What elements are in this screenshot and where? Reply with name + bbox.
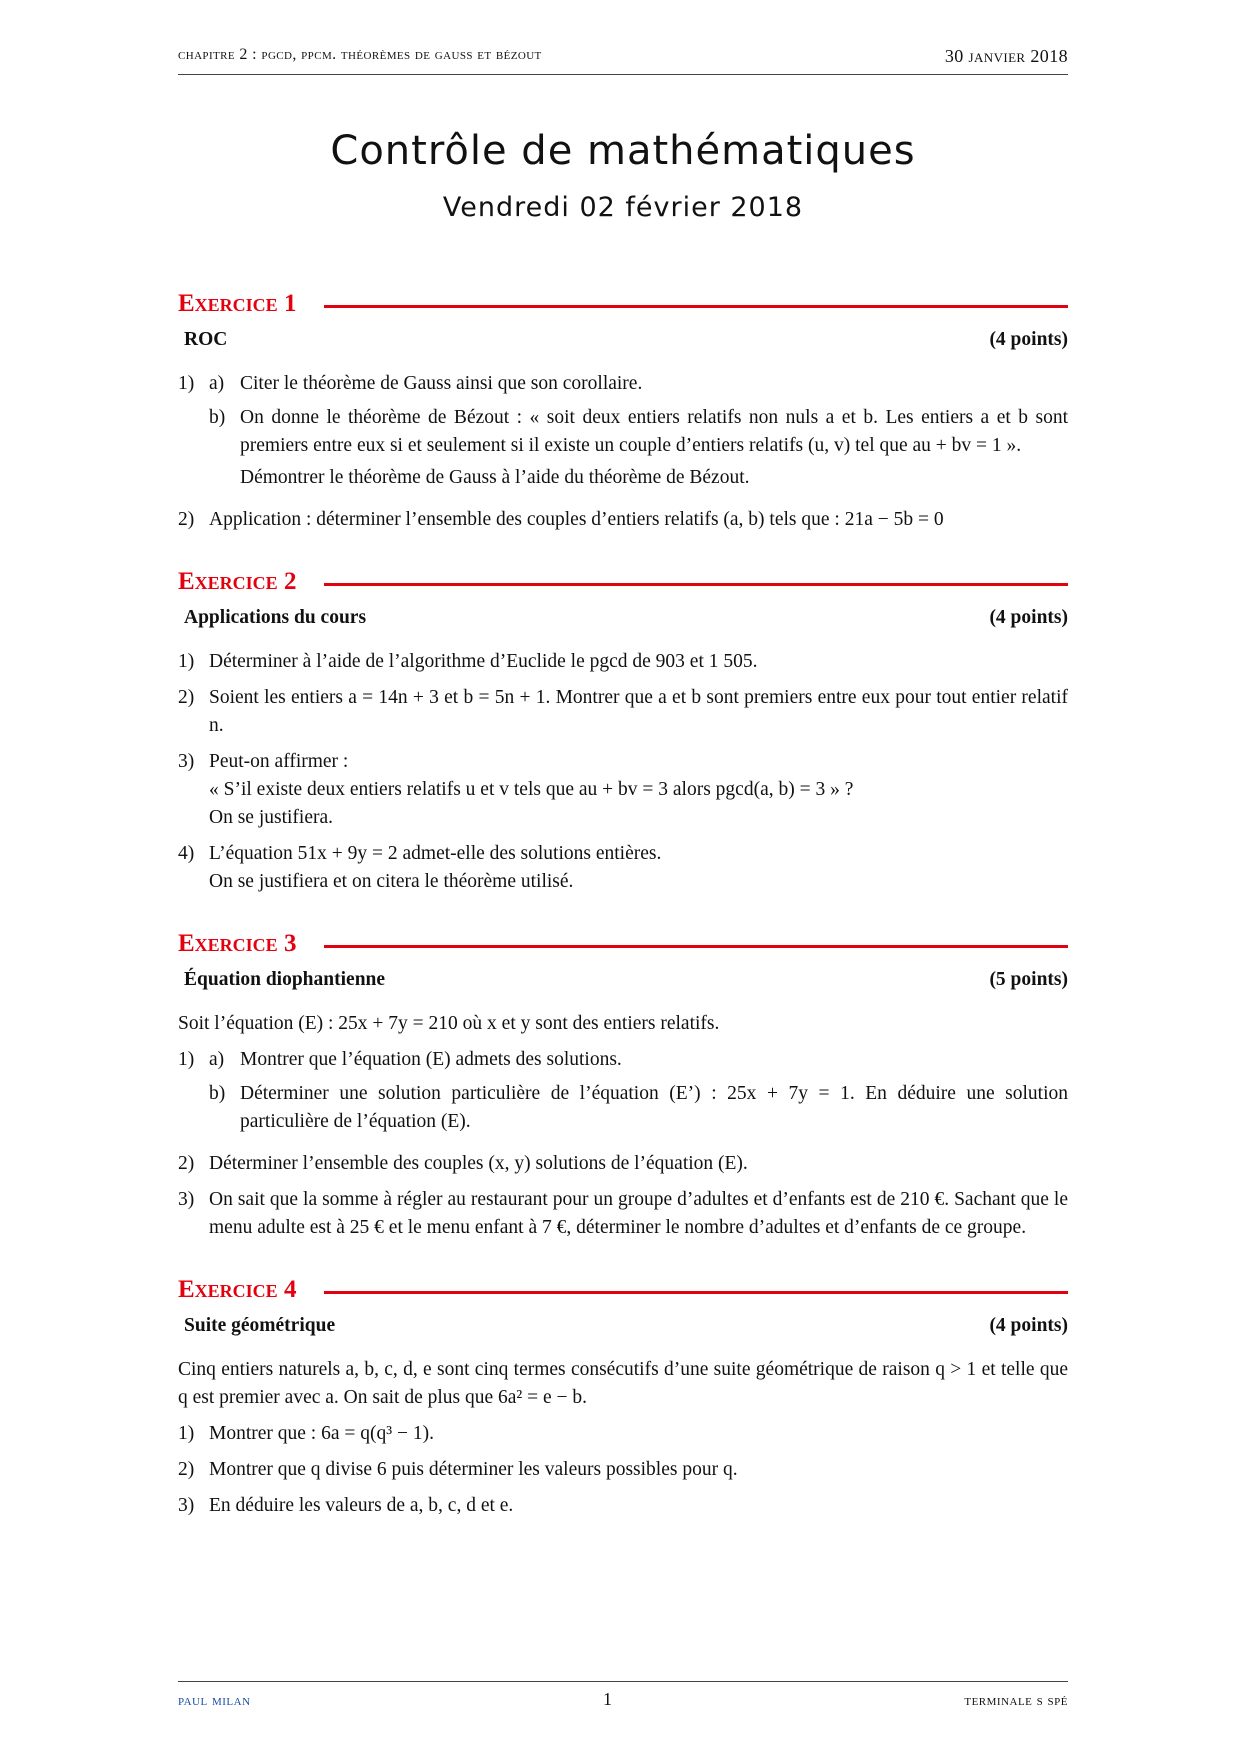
ex1-question-1 xyxy=(178,370,1068,498)
exam-content xyxy=(178,290,1068,1554)
ex2-question-3 xyxy=(178,748,1068,832)
exercise-4-title: Exercice 4 xyxy=(178,1276,297,1303)
question-text: En déduire les valeurs de a, b, c, d et e. xyxy=(209,1495,514,1516)
exercise-1 xyxy=(178,290,1068,534)
question-text-2: On se justifiera et on citera le théorème utilisé. xyxy=(209,871,574,892)
part-label: a) xyxy=(209,373,225,394)
ex4-question-3 xyxy=(178,1492,1068,1520)
question-text-1: L’équation 51x + 9y = 2 admet-elle des solutions entières. xyxy=(209,843,662,864)
question-text: Montrer que : 6a = q(q³ − 1). xyxy=(209,1423,434,1444)
ex1-q1-part-b xyxy=(209,404,1068,492)
question-text: On sait que la somme à régler au restaurant pour un groupe d’adultes et d’enfants est de 210 €. Sachant que le menu adulte est à 25 € et le menu enfant à 7 €, déterminer le nombre d’adultes et d’enfants de ce groupe. xyxy=(209,1189,1068,1238)
ex1-q1-part-a xyxy=(209,370,1068,398)
question-text: Application : déterminer l’ensemble des couples d’entiers relatifs (a, b) tels que : 21a − 5b = 0 xyxy=(209,509,944,530)
question-text-3: On se justifiera. xyxy=(209,807,334,828)
exercise-2-points: (4 points) xyxy=(989,607,1068,628)
exercise-4-subheading xyxy=(184,1312,1068,1340)
part-text: Déterminer une solution particulière de l’équation (E’) : 25x + 7y = 1. En déduire une solution particulière de l’équation (E). xyxy=(240,1083,1068,1132)
exercise-2-subheading xyxy=(184,604,1068,632)
exercise-1-rule xyxy=(324,305,1068,308)
exercise-4-heading xyxy=(178,1276,1068,1304)
ex3-q1-part-a xyxy=(209,1046,1068,1074)
header-rule xyxy=(178,74,1068,75)
ex1-question-2 xyxy=(178,506,1068,534)
part-text: Citer le théorème de Gauss ainsi que son corollaire. xyxy=(240,373,643,394)
exercise-3-intro: Soit l’équation (E) : 25x + 7y = 210 où x et y sont des entiers relatifs. xyxy=(178,1013,720,1034)
ex2-question-1 xyxy=(178,648,1068,676)
exercise-3-heading xyxy=(178,930,1068,958)
ex3-question-2 xyxy=(178,1150,1068,1178)
exercise-4-points: (4 points) xyxy=(989,1315,1068,1336)
footer-class: terminale s spé xyxy=(964,1693,1068,1709)
exercise-3-title: Exercice 3 xyxy=(178,930,297,957)
part-label: a) xyxy=(209,1049,225,1070)
question-number: 1) xyxy=(178,1049,195,1070)
footer-rule xyxy=(178,1681,1068,1682)
exercise-2-heading xyxy=(178,568,1068,596)
question-number: 1) xyxy=(178,651,195,672)
question-text: Montrer que q divise 6 puis déterminer les valeurs possibles pour q. xyxy=(209,1459,738,1480)
question-number: 3) xyxy=(178,751,195,772)
question-number: 2) xyxy=(178,1459,195,1480)
exercise-4-rule xyxy=(324,1291,1068,1294)
exercise-4-topic: Suite géométrique xyxy=(184,1315,336,1336)
chapter-title: chapitre 2 : pgcd, ppcm. théorèmes de gauss et bézout xyxy=(178,46,542,63)
exercise-3-topic: Équation diophantienne xyxy=(184,969,386,990)
question-number: 2) xyxy=(178,687,195,708)
question-number: 3) xyxy=(178,1495,195,1516)
ex3-question-1 xyxy=(178,1046,1068,1142)
page-footer xyxy=(178,1689,1068,1710)
footer-author: paul milan xyxy=(178,1693,251,1709)
exercise-1-topic: ROC xyxy=(184,329,228,350)
page-number: 1 xyxy=(602,1689,612,1709)
exercise-4 xyxy=(178,1276,1068,1520)
ex4-question-1 xyxy=(178,1420,1068,1448)
ex2-question-2 xyxy=(178,684,1068,740)
question-text-1: Peut-on affirmer : xyxy=(209,751,349,772)
question-number: 4) xyxy=(178,843,195,864)
part-text: On donne le théorème de Bézout : « soit deux entiers relatifs non nuls a et b. Les entiers a et b sont premiers entre eux si et seulement si il existe un couple d’entiers relatifs (u, v) tel que au + bv = 1 ». xyxy=(240,407,1068,456)
question-number: 1) xyxy=(178,373,195,394)
exercise-1-points: (4 points) xyxy=(989,329,1068,350)
question-text: Soient les entiers a = 14n + 3 et b = 5n + 1. Montrer que a et b sont premiers entre eux pour tout entier relatif n. xyxy=(209,687,1068,736)
exercise-2-topic: Applications du cours xyxy=(184,607,367,628)
exercise-3-points: (5 points) xyxy=(989,969,1068,990)
ex2-question-4 xyxy=(178,840,1068,896)
exercise-1-subheading xyxy=(184,326,1068,354)
exercise-3-rule xyxy=(324,945,1068,948)
part-text-2: Démontrer le théorème de Gauss à l’aide du théorème de Bézout. xyxy=(240,467,750,488)
part-text: Montrer que l’équation (E) admets des solutions. xyxy=(240,1049,622,1070)
question-text: Déterminer à l’aide de l’algorithme d’Euclide le pgcd de 903 et 1 505. xyxy=(209,651,758,672)
header-date: 30 janvier 2018 xyxy=(944,46,1068,66)
ex4-question-2 xyxy=(178,1456,1068,1484)
question-number: 2) xyxy=(178,509,195,530)
part-label: b) xyxy=(209,407,226,428)
exercise-4-intro: Cinq entiers naturels a, b, c, d, e sont cinq termes consécutifs d’une suite géométrique de raison q > 1 et telle que q est premier avec a. On sait de plus que 6a² = e − b. xyxy=(178,1359,1068,1408)
question-text-2: « S’il existe deux entiers relatifs u et v tels que au + bv = 3 alors pgcd(a, b) = 3 » ? xyxy=(209,779,854,800)
ex3-question-3 xyxy=(178,1186,1068,1242)
exercise-3-subheading xyxy=(184,966,1068,994)
ex3-q1-part-b xyxy=(209,1080,1068,1136)
exercise-2 xyxy=(178,568,1068,896)
exercise-1-heading xyxy=(178,290,1068,318)
exercise-2-title: Exercice 2 xyxy=(178,568,297,595)
running-header xyxy=(178,46,1068,67)
question-number: 3) xyxy=(178,1189,195,1210)
exercise-2-rule xyxy=(324,583,1068,586)
question-text: Déterminer l’ensemble des couples (x, y) solutions de l’équation (E). xyxy=(209,1153,748,1174)
page-title: Contrôle de mathématiques xyxy=(330,128,916,174)
part-label: b) xyxy=(209,1083,226,1104)
exam-page xyxy=(178,0,1068,1754)
page-subtitle: Vendredi 02 février 2018 xyxy=(442,192,804,223)
exercise-1-title: Exercice 1 xyxy=(178,290,297,317)
question-number: 1) xyxy=(178,1423,195,1444)
question-number: 2) xyxy=(178,1153,195,1174)
exercise-3 xyxy=(178,930,1068,1242)
